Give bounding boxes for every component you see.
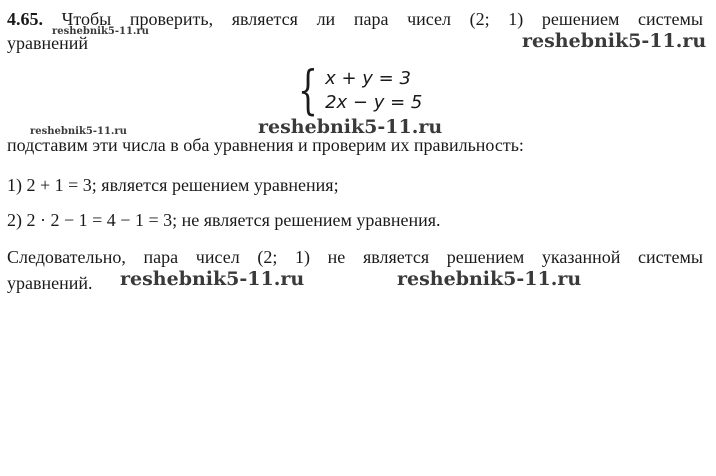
watermark: reshebnik5-11.ru [258, 116, 443, 138]
intro-line-2: уравнений [7, 33, 89, 53]
intro-text: Чтобы проверить, является ли пара чисел (2; 1) решением системы [61, 9, 704, 29]
conclusion-line-2: уравнений. [7, 273, 93, 293]
problem-number: 4.65. [7, 9, 43, 29]
watermark: reshebnik5-11.ru [397, 268, 582, 290]
substitute-line: подставим эти числа в оба уравнения и проверим их правильность: [7, 135, 524, 155]
equation-2: 2x − y = 5 [325, 92, 423, 113]
watermark: reshebnik5-11.ru [52, 26, 149, 37]
watermark: reshebnik5-11.ru [522, 30, 707, 52]
watermark: reshebnik5-11.ru [30, 126, 127, 137]
step-1: 1) 2 + 1 = 3; является решением уравнения; [7, 175, 339, 195]
conclusion-line-1: Следовательно, пара чисел (2; 1) не является решением указанной системы [7, 247, 703, 267]
equation-system [298, 61, 423, 121]
system-brace: { [298, 61, 318, 121]
equation-1: x + y = 3 [325, 68, 411, 89]
watermark: reshebnik5-11.ru [120, 268, 305, 290]
step-2: 2) 2 · 2 − 1 = 4 − 1 = 3; не является решением уравнения. [7, 210, 441, 230]
